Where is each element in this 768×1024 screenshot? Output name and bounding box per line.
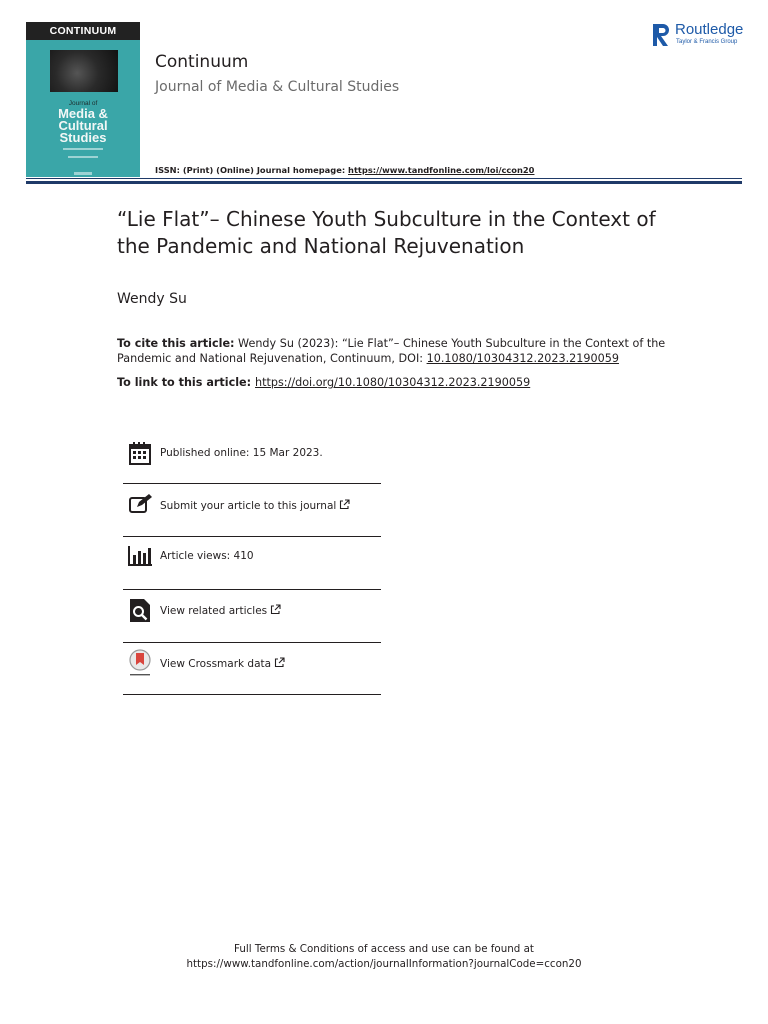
footer-terms-link[interactable]: https://www.tandfonline.com/action/journalInformation?journalCode=ccon20 <box>186 958 582 970</box>
submit-article-text: Submit your article to this journal <box>160 500 337 512</box>
cover-issue-line <box>63 148 103 150</box>
crossmark-text: View Crossmark data <box>160 658 272 670</box>
journal-homepage-link[interactable]: https://www.tandfonline.com/loi/ccon20 <box>348 165 535 175</box>
related-articles-link[interactable] <box>160 604 281 617</box>
citation-block <box>117 336 677 366</box>
journal-title[interactable]: Continuum <box>155 52 249 72</box>
divider <box>123 694 381 695</box>
header-rule-thick <box>26 181 742 184</box>
published-online-row <box>123 438 381 474</box>
external-link-icon <box>274 657 285 668</box>
edit-icon <box>127 492 153 518</box>
cover-band: CONTINUUM <box>26 22 140 40</box>
cite-text: Wendy Su (2023): “Lie Flat”– Chinese Youth Subculture in the Context of the Pandemic and National Rejuvenation, Continuum, DOI: <box>117 337 666 365</box>
bar-chart-icon <box>127 543 153 569</box>
submit-article-row[interactable] <box>123 490 381 526</box>
cover-subtitle-line: Studies <box>59 130 107 145</box>
article-views-text: Article views: 410 <box>160 550 254 562</box>
calendar-icon <box>127 440 153 466</box>
divider <box>123 642 381 643</box>
article-author: Wendy Su <box>117 291 187 307</box>
crossmark-row[interactable] <box>123 648 381 684</box>
cite-label: To cite this article: <box>117 337 235 350</box>
article-link-line <box>117 376 530 389</box>
cover-subtitle <box>26 108 140 144</box>
journal-cover-image <box>26 22 140 177</box>
journal-subtitle: Journal of Media & Cultural Studies <box>155 79 400 95</box>
crossmark-icon <box>127 648 153 678</box>
submit-article-link[interactable] <box>160 499 350 512</box>
article-views-row <box>123 541 381 577</box>
published-online-text: Published online: 15 Mar 2023. <box>160 447 323 459</box>
link-label: To link to this article: <box>117 376 255 389</box>
cover-subtitle-small: Journal of <box>68 100 98 107</box>
routledge-r-icon <box>652 22 672 48</box>
cover-publisher-mark <box>74 172 92 175</box>
publisher-name: Routledge <box>675 21 744 38</box>
divider <box>123 536 381 537</box>
footer-line: Full Terms & Conditions of access and use can be found at <box>234 943 534 955</box>
cover-photo <box>50 50 118 92</box>
search-document-icon <box>127 597 153 623</box>
issn-line <box>155 165 534 175</box>
divider <box>123 589 381 590</box>
issn-label: ISSN: (Print) (Online) Journal homepage: <box>155 165 349 175</box>
related-articles-text: View related articles <box>160 605 268 617</box>
publisher-group: Taylor & Francis Group <box>676 39 738 45</box>
external-link-icon <box>270 604 281 615</box>
cover-issue-line <box>68 156 98 158</box>
article-title: “Lie Flat”– Chinese Youth Subculture in the Context of the Pandemic and National Rejuvenation <box>117 207 656 258</box>
cover-subtitle-line: Cultural <box>58 118 108 133</box>
footer-terms <box>0 942 768 972</box>
crossmark-link[interactable] <box>160 657 285 670</box>
cover-subtitle-line: Media & <box>58 106 108 121</box>
related-articles-row[interactable] <box>123 595 381 631</box>
doi-link[interactable]: 10.1080/10304312.2023.2190059 <box>426 352 619 365</box>
article-url-link[interactable]: https://doi.org/10.1080/10304312.2023.2190059 <box>255 376 531 389</box>
header-rule <box>26 178 742 179</box>
external-link-icon <box>339 499 350 510</box>
divider <box>123 483 381 484</box>
